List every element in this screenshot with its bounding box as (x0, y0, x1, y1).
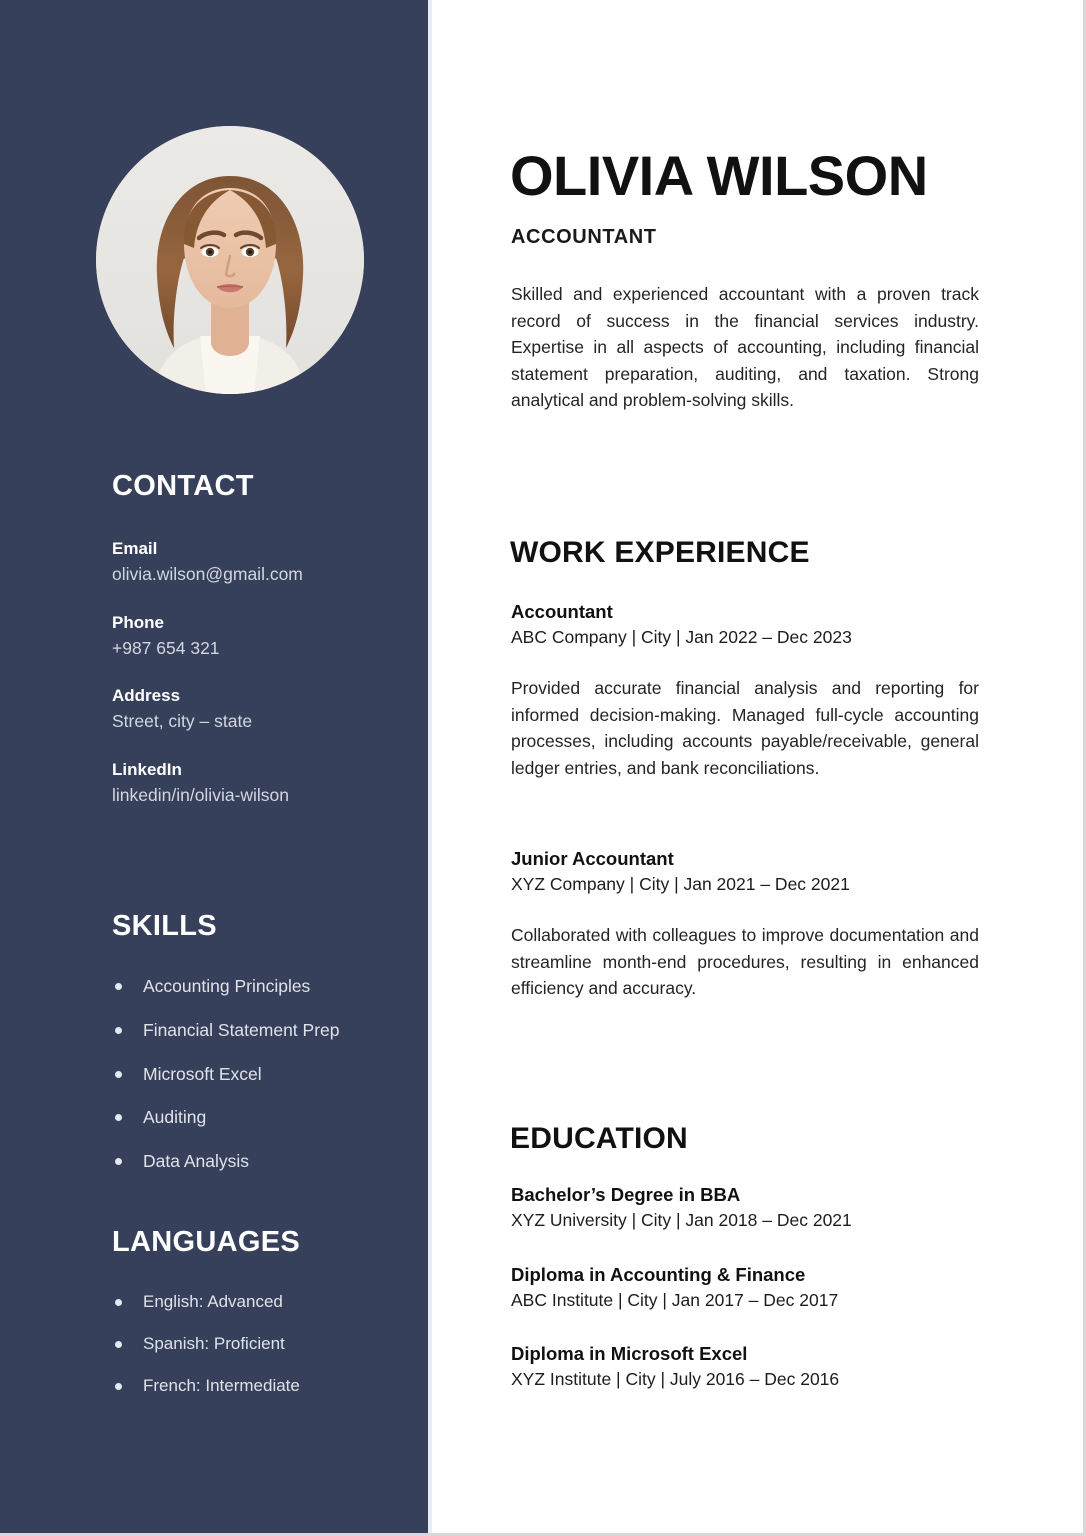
contact-item-address (112, 685, 412, 734)
contact-label: Phone (112, 612, 164, 632)
contact-item-linkedin (112, 759, 412, 808)
education-entry-meta: XYZ Institute | City | July 2016 – Dec 2016 (511, 1368, 840, 1389)
contact-value-address: Street, city – state (112, 711, 253, 732)
contact-list (112, 538, 412, 832)
work-entry-description: Provided accurate financial analysis and reporting for informed decision-making. Managed full-cycle accounting processes, including accounts payable/receivable, general ledger entries, and bank reconciliations. (511, 678, 979, 778)
list-item: French: Intermediate (112, 1375, 422, 1397)
education-entry-title: Bachelor’s Degree in BBA (511, 1184, 741, 1205)
job-title: ACCOUNTANT (511, 226, 657, 248)
work-experience-heading: WORK EXPERIENCE (510, 536, 810, 569)
professional-summary: Skilled and experienced accountant with a proven track record of success in the financial services industry. Expertise in all aspects of accounting, including financial statement preparation, auditing, and taxation. Strong analytical and problem-solving skills. (511, 284, 979, 411)
avatar (96, 126, 364, 394)
list-item: Data Analysis (112, 1150, 422, 1173)
education-entry-meta: ABC Institute | City | Jan 2017 – Dec 2017 (511, 1289, 839, 1310)
list-item: Microsoft Excel (112, 1063, 422, 1086)
education-entry-meta: XYZ University | City | Jan 2018 – Dec 2021 (511, 1209, 852, 1230)
list-item: Accounting Principles (112, 975, 422, 998)
work-entry-meta: ABC Company | City | Jan 2022 – Dec 2023 (511, 626, 852, 647)
education-entry (511, 1263, 979, 1313)
main-column (436, 0, 1086, 1536)
work-entry-meta: XYZ Company | City | Jan 2021 – Dec 2021 (511, 873, 850, 894)
contact-value-email[interactable]: olivia.wilson@gmail.com (112, 563, 303, 584)
education-heading: EDUCATION (510, 1122, 688, 1155)
list-item: English: Advanced (112, 1291, 422, 1313)
education-entry-title: Diploma in Accounting & Finance (511, 1264, 806, 1285)
education-entry-title: Diploma in Microsoft Excel (511, 1343, 748, 1364)
list-item: Spanish: Proficient (112, 1333, 422, 1355)
list-item: Financial Statement Prep (112, 1019, 422, 1042)
work-entry-description: Collaborated with colleagues to improve documentation and streamline month-end procedures, resulting in enhanced efficiency and accuracy. (511, 925, 979, 999)
page-title: OLIVIA WILSON (510, 144, 928, 207)
contact-label: Email (112, 539, 158, 558)
education-entry (511, 1183, 979, 1233)
contact-label: LinkedIn (112, 759, 182, 779)
work-entry-title: Junior Accountant (511, 848, 674, 869)
contact-value-linkedin[interactable]: linkedin/in/olivia-wilson (112, 784, 290, 805)
contact-heading: CONTACT (112, 470, 254, 502)
languages-heading: LANGUAGES (112, 1226, 300, 1258)
languages-list (112, 1291, 422, 1417)
contact-item-email (112, 538, 412, 587)
contact-value-phone[interactable]: +987 654 321 (112, 637, 220, 658)
education-entry (511, 1342, 979, 1392)
contact-item-phone (112, 612, 412, 661)
skills-list (112, 975, 422, 1194)
list-item: Auditing (112, 1106, 422, 1129)
work-entry-title: Accountant (511, 601, 613, 622)
portrait-photo-icon (96, 126, 364, 394)
work-entry (511, 600, 979, 650)
sidebar (0, 0, 432, 1536)
skills-heading: SKILLS (112, 910, 217, 942)
contact-label: Address (112, 686, 181, 706)
work-entry (511, 847, 979, 897)
